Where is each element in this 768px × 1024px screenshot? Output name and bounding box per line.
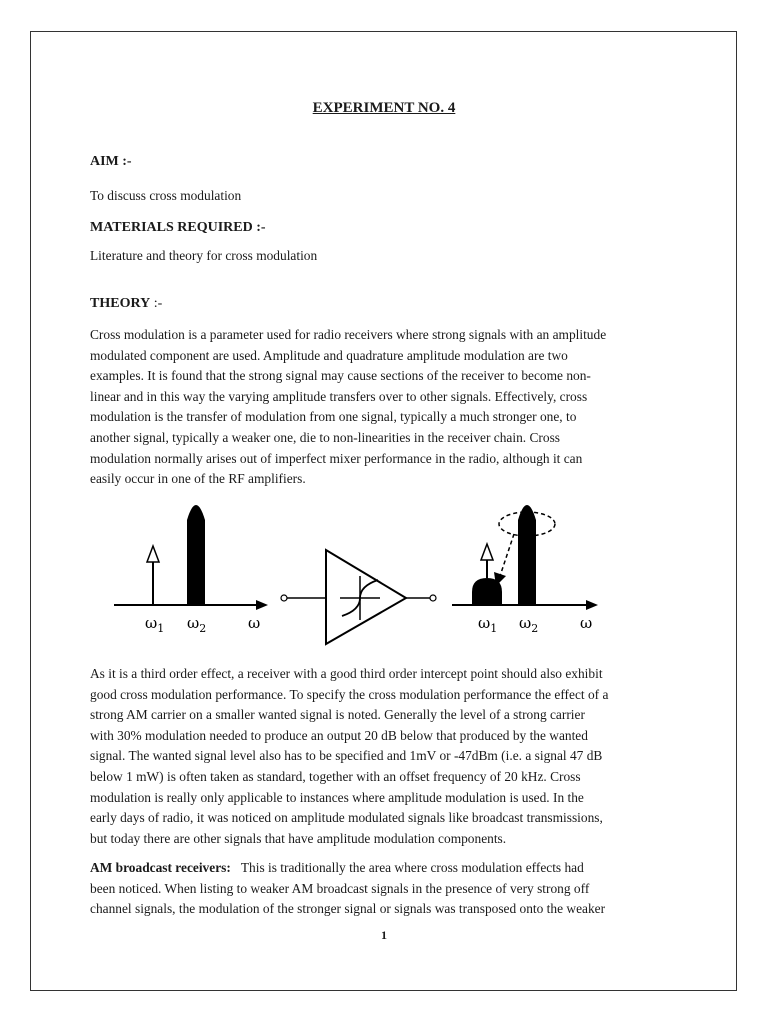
text-line: good cross modulation performance. To specify the cross modulation performance the effect of a bbox=[90, 686, 609, 702]
theory-paragraph-2 bbox=[90, 664, 680, 849]
aim-heading: AIM :- bbox=[90, 154, 132, 169]
output-spectrum bbox=[452, 505, 598, 635]
text-line: another signal, typically a weaker one, die to non-linearities in the receiver chain. Cross bbox=[90, 429, 560, 445]
omega-label: ω bbox=[580, 614, 593, 632]
text-line: modulation is the transfer of modulation from one signal, typically a much stronger one, to bbox=[90, 409, 577, 425]
text-span: This is traditionally the area where cross modulation effects had bbox=[240, 860, 584, 875]
page-title: EXPERIMENT NO. 4 bbox=[312, 100, 456, 116]
text-line: modulation normally arises out of imperfect mixer performance in the radio, although it can bbox=[90, 450, 583, 466]
text-line: early days of radio, it was noticed on amplitude modulated signals like broadcast transmissions, bbox=[90, 810, 603, 826]
text-line: strong AM carrier on a smaller wanted signal is noted. Generally the level of a strong carrier bbox=[90, 707, 585, 723]
text-line: examples. It is found that the strong signal may cause sections of the receiver to become non- bbox=[90, 368, 591, 384]
theory-paragraph-1 bbox=[90, 325, 680, 490]
omega1-label: $\omega_1$ bbox=[145, 614, 165, 635]
am-broadcast-heading: AM broadcast receivers: bbox=[90, 860, 231, 875]
text-line: modulation is really only applicable to instances where amplitude modulation is used. In the bbox=[90, 789, 584, 805]
text-line: channel signals, the modulation of the stronger signal or signals was transposed onto the weaker bbox=[90, 901, 606, 917]
omega-label: ω bbox=[248, 614, 261, 632]
omega2-label: $\omega_2$ bbox=[187, 614, 207, 635]
theory-heading-label: THEORY bbox=[90, 296, 151, 311]
theory-heading-suffix: :- bbox=[150, 296, 163, 311]
page-number: 1 bbox=[381, 928, 387, 942]
aim-text: To discuss cross modulation bbox=[90, 188, 242, 203]
materials-heading: MATERIALS REQUIRED :- bbox=[90, 220, 266, 235]
text-line: linear and in this way the varying amplitude transfers over to other signals. Effectively, cross bbox=[90, 388, 588, 404]
materials-text: Literature and theory for cross modulation bbox=[90, 248, 318, 263]
text-line: Cross modulation is a parameter used for radio receivers where strong signals with an amplitude bbox=[90, 327, 607, 342]
text-line: with 30% modulation needed to produce an output 20 dB below that produced by the wanted bbox=[90, 727, 588, 743]
omega1-label: $\omega_1$ bbox=[478, 614, 498, 635]
text-line: modulated component are used. Amplitude and quadrature amplitude modulation are two bbox=[90, 347, 568, 363]
text-line: As it is a third order effect, a receiver with a good third order intercept point should also exhibit bbox=[90, 666, 603, 681]
am-broadcast-paragraph bbox=[90, 858, 680, 920]
nonlinear-amplifier bbox=[281, 550, 436, 644]
text-line: below 1 mW) is often taken as standard, together with an offset frequency of 20 kHz. Cross bbox=[90, 768, 581, 784]
theory-heading bbox=[90, 296, 162, 312]
text-line: easily occur in one of the RF amplifiers. bbox=[90, 471, 306, 487]
text-line: but today there are other signals that have amplitude modulation components. bbox=[90, 830, 507, 846]
text-line: signal. The wanted signal level also has to be specified and 1mV or -47dBm (i.e. a signal 47 dB bbox=[90, 748, 603, 764]
omega2-label: $\omega_2$ bbox=[519, 614, 539, 635]
cross-modulation-diagram bbox=[90, 490, 680, 650]
input-spectrum bbox=[114, 505, 268, 635]
text-line: been noticed. When listing to weaker AM broadcast signals in the presence of very strong off bbox=[90, 880, 590, 896]
text-line bbox=[90, 858, 680, 879]
